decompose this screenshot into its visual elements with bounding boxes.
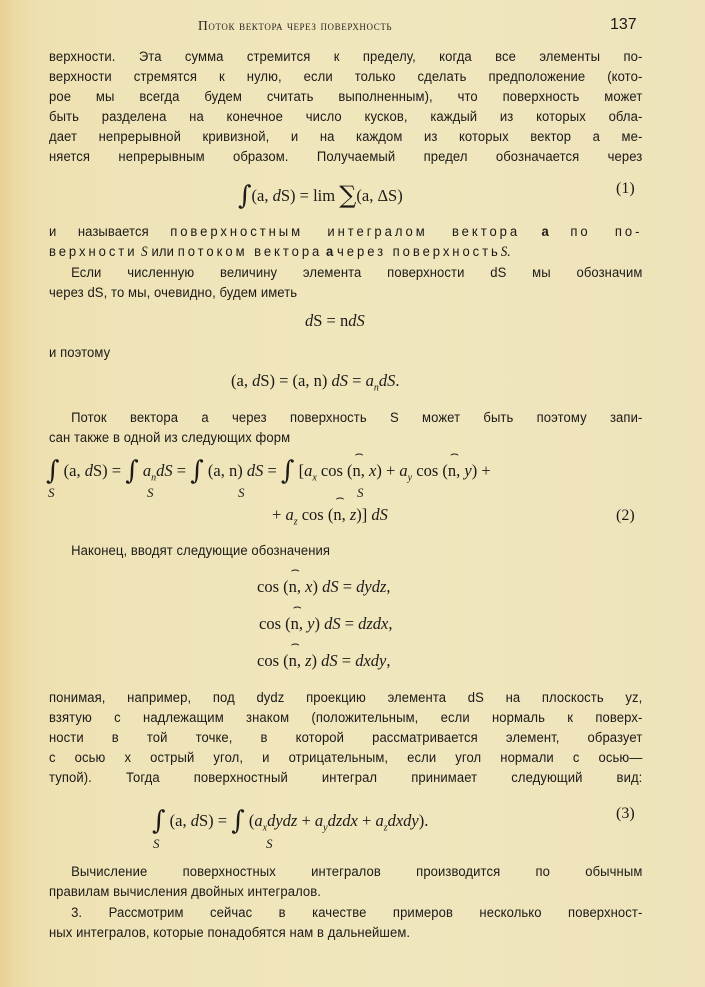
integral-subscript: S bbox=[147, 485, 154, 500]
integral-subscript: S bbox=[238, 485, 245, 500]
equation-number: (1) bbox=[616, 180, 635, 197]
notation-line: cos (⌢ n, z) dS = dxdy, bbox=[257, 651, 391, 671]
text-line: ности в той точке, в которой рассматривается элемент, образует bbox=[49, 730, 643, 746]
equation-number: (2) bbox=[616, 507, 635, 524]
text-line: с осью x острый угол, и отрицательным, если угол нормали с осью— bbox=[49, 750, 643, 766]
equation-3: ∫ (a, dS) = ∫ ($a_xdydz$ + $a_ydzdx$ + $a_zdxdy$). bbox=[152, 806, 429, 836]
text-line: верхности S или потоком вектора а через поверхностьS. bbox=[49, 244, 511, 260]
text-line: верхности стремятся к нулю, если только сделать предположение (кото- bbox=[49, 69, 643, 85]
text-line: сан также в одной из следующих форм bbox=[49, 430, 291, 446]
text-line: правилам вычисления двойных интегралов. bbox=[49, 884, 322, 900]
text-line: Поток вектора а через поверхность S может быть поэтому запи- bbox=[71, 410, 643, 426]
text-line: дает непрерывной кривизной, и на каждом из которых вектор а ме- bbox=[49, 129, 643, 145]
text-line: Если численную величину элемента поверхности dS мы обозначим bbox=[71, 265, 643, 281]
text-line: и поэтому bbox=[49, 345, 111, 361]
text-line: и называется поверхностным интегралом вектора а по по- bbox=[49, 224, 643, 240]
equation-2-line-1: ∫ (a, dS) = ∫ $a_ndS$ = ∫ (a, n) dS = ∫ [$a_x$ cos (⌢ n, $x) + a_y$ cos (⌢ n, y) + bbox=[46, 453, 491, 483]
text-line: через dS, то мы, очевидно, будем иметь bbox=[49, 285, 298, 301]
equation-2-line-2: + $a_z$ cos (⌢ n, z)] dS bbox=[272, 505, 388, 527]
running-title: Поток вектора через поверхность bbox=[198, 18, 393, 33]
text-line: понимая, например, под dydz проекцию элемента dS на плоскость yz, bbox=[49, 690, 643, 706]
text-line: тупой). Тогда поверхностный интеграл принимает следующий вид: bbox=[49, 770, 643, 786]
text-line: няется непрерывным образом. Получаемый предел обозначается через bbox=[49, 149, 643, 165]
integral-sign: ∫ bbox=[238, 181, 252, 211]
integral-subscript: S bbox=[266, 836, 273, 851]
equation-a-ds: (a, dS) = (a, n) dS = $a_ndS$. bbox=[231, 371, 400, 394]
sum-sign: ∑ bbox=[339, 181, 357, 209]
text-line: верхности. Эта сумма стремится к пределу, когда все элементы по- bbox=[49, 49, 643, 65]
integral-subscript: S bbox=[48, 485, 55, 500]
text-line: взятую с надлежащим знаком (положительным, если нормаль к поверх- bbox=[49, 710, 643, 726]
equation-ds: dS = ndS bbox=[305, 311, 365, 330]
text-line: ных интегралов, которые понадобятся нам в дальнейшем. bbox=[49, 925, 411, 941]
text-line: Наконец, вводят следующие обозначения bbox=[71, 543, 331, 559]
notation-line: cos (⌢ n, y) dS = dzdx, bbox=[259, 614, 393, 634]
text-line: Вычисление поверхностных интегралов производится по обычным bbox=[71, 864, 643, 880]
integral-subscript: S bbox=[153, 836, 160, 851]
page-number: 137 bbox=[610, 16, 637, 33]
text-line: 3. Рассмотрим сейчас в качестве примеров несколько поверхност- bbox=[71, 905, 643, 921]
equation-1: ∫(a, dS) = lim ∑(a, ΔS) bbox=[238, 181, 403, 211]
text-line: рое мы всегда будем считать выполненным), что поверхность может bbox=[49, 89, 643, 105]
text-line: быть разделена на конечное число кусков, каждый из которых обла- bbox=[49, 109, 643, 125]
integral-subscript: S bbox=[357, 485, 364, 500]
equation-number: (3) bbox=[616, 805, 635, 822]
notation-line: cos (⌢ n, x) dS = dydz, bbox=[257, 577, 391, 597]
